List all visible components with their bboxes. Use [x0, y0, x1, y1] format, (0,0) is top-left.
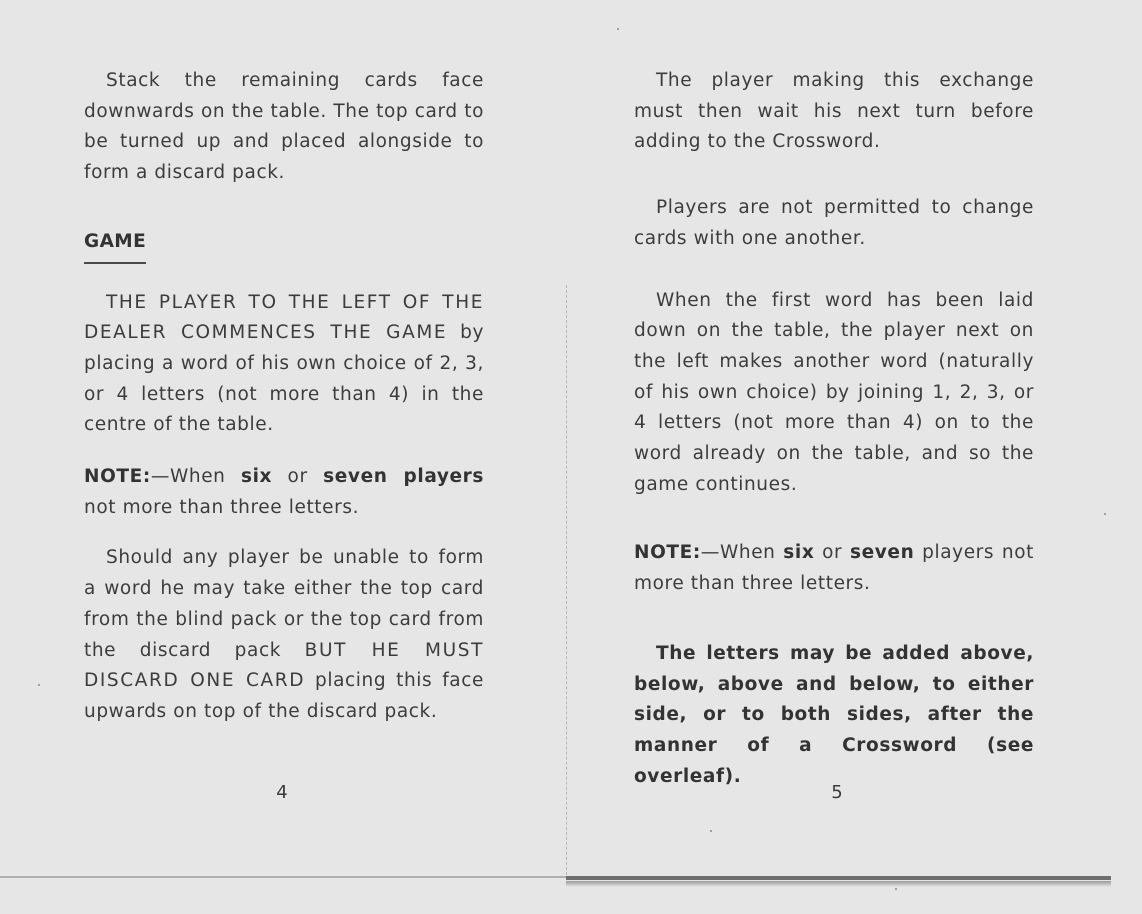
right-para-crossword: The letters may be added above, below, above and below, to either side, or to both sides, after the manner of a Crossword (see overleaf).: [634, 642, 1034, 787]
paper-speck: [617, 28, 619, 30]
left-para-commence: [84, 288, 484, 442]
note-dash: —When: [150, 466, 241, 488]
right-note: [634, 538, 1034, 599]
left-para-discard: [84, 543, 484, 727]
note-rest: not more than three letters.: [84, 496, 360, 518]
right-para-firstword: When the first word has been laid down on the table, the player next on the left makes another word (naturally of his own choice) by joining 1, 2, 3, or 4 letters (not more than 4) on to the word already on the table, and so the game continues.: [634, 289, 1034, 495]
note-seven: seven players: [323, 466, 484, 488]
note-seven-right: seven: [850, 542, 915, 564]
note-players-right: players: [914, 542, 995, 564]
paper-speck: [895, 888, 897, 890]
paper-speck: [710, 830, 712, 832]
game-heading: GAME: [84, 227, 146, 264]
page-edge-right: [566, 876, 1111, 880]
discard-caps: BUT HE MUST DISCARD ONE CARD: [84, 639, 484, 692]
note-or-right: or: [814, 542, 851, 564]
discard-b: placing this face upwards on top of the discard pack.: [84, 670, 484, 722]
paper-speck: [38, 684, 40, 686]
commence-caps: THE PLAYER TO THE LEFT OF THE DEALER COMMENCES THE GAME: [84, 291, 484, 344]
note-or: or: [272, 466, 324, 488]
page-number-left: 4: [276, 782, 288, 803]
right-para-change: Players are not permitted to change cards with one another.: [634, 197, 1034, 249]
page-edge-shadow: [566, 881, 1111, 887]
note-dash-right: —When: [700, 542, 784, 564]
note-six: six: [240, 466, 273, 488]
commence-rest: by placing a word of his own choice of 2, 3, or 4 letters (not more than 4) in the centre of the table.: [84, 322, 485, 436]
note-label: NOTE:: [84, 466, 151, 488]
left-note: [84, 462, 484, 523]
left-page: [84, 66, 484, 728]
page-number-right: 5: [831, 782, 843, 803]
note-six-right: six: [783, 542, 815, 564]
note-rest-right: not more than three letters.: [634, 542, 1034, 595]
left-para-stack: Stack the remaining cards face downwards on the table. The top card to be turned up and placed alongside to form a discard pack.: [84, 70, 484, 184]
paper-speck: [1104, 513, 1106, 515]
right-para-exchange: The player making this exchange must then wait his next turn before adding to the Crossword.: [634, 70, 1034, 153]
right-page: [634, 66, 1034, 792]
discard-a: Should any player be unable to form a word he may take either the top card from the blind pack or the top card from the discard pack: [84, 547, 484, 661]
page-edge-left: [0, 876, 566, 878]
book-gutter: [566, 285, 567, 885]
note-label-right: NOTE:: [634, 542, 701, 564]
